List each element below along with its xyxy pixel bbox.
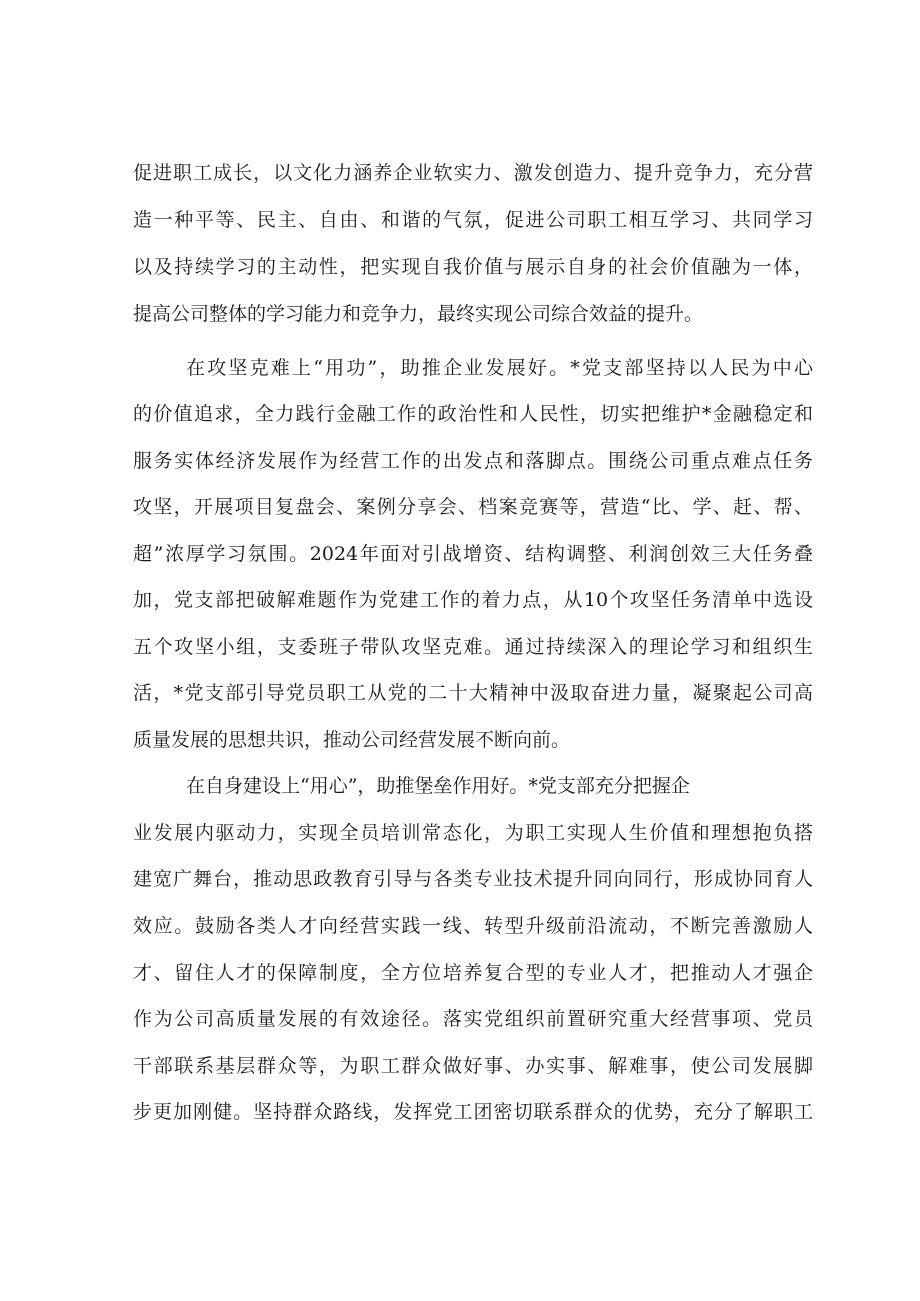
paragraph-3-line-6: 作为公司高质量发展的有效途径。落实党组织前置研究重大经营事项、党员 (133, 1008, 813, 1030)
paragraph-1-line-2: 造一种平等、民主、自由、和谐的气氛，促进公司职工相互学习、共同学习 (133, 209, 813, 231)
paragraph-2-line-5: 超”浓厚学习氛围。2024年面对引战增资、结构调整、利润创效三大任务叠 (133, 543, 813, 565)
paragraph-3-line-3: 建宽广舞台，推动思政教育引导与各类专业技术提升同向同行，形成协同育人 (133, 868, 813, 890)
paragraph-2-line-3: 服务实体经济发展作为经营工作的出发点和落脚点。围绕公司重点难点任务 (133, 450, 813, 472)
paragraph-3-line-4: 效应。鼓励各类人才向经营实践一线、转型升级前沿流动，不断完善激励人 (133, 915, 813, 937)
paragraph-1-line-3: 以及持续学习的主动性，把实现自我价值与展示自身的社会价值融为一体， (133, 256, 813, 278)
paragraph-3-line-7: 干部联系基层群众等，为职工群众做好事、办实事、解难事，使公司发展脚 (133, 1055, 813, 1077)
paragraph-2-line-8: 活，*党支部引导党员职工从党的二十大精神中汲取奋进力量，凝聚起公司高 (133, 682, 813, 704)
paragraph-2-line-4: 攻坚，开展项目复盘会、案例分享会、档案竞赛等，营造“比、学、赶、帮、 (133, 496, 813, 518)
paragraph-1-line-1: 促进职工成长，以文化力涵养企业软实力、激发创造力、提升竞争力，充分营 (133, 162, 813, 184)
paragraph-1-line-4: 提高公司整体的学习能力和竞争力，最终实现公司综合效益的提升。 (133, 303, 704, 325)
paragraph-2-line-9: 质量发展的思想共识，推动公司经营发展不断向前。 (133, 729, 571, 751)
paragraph-2-line-7: 五个攻坚小组，支委班子带队攻坚克难。通过持续深入的理论学习和组织生 (133, 636, 813, 658)
paragraph-3-line-2: 业发展内驱动力，实现全员培训常态化，为职工实现人生价值和理想抱负搭 (133, 822, 813, 844)
paragraph-2-line-6: 加，党支部把破解难题作为党建工作的着力点，从10个攻坚任务清单中选设 (133, 589, 813, 611)
paragraph-2-line-2: 的价值追求，全力践行金融工作的政治性和人民性，切实把维护*金融稳定和 (133, 403, 813, 425)
paragraph-3-line-8: 步更加刚健。坚持群众路线，发挥党工团密切联系群众的优势，充分了解职工 (133, 1101, 813, 1123)
paragraph-3-line-1: 在自身建设上“用心”，助推堡垒作用好。*党支部充分把握企 (186, 775, 690, 797)
paragraph-3-line-5: 才、留住人才的保障制度，全方位培养复合型的专业人才，把推动人才强企 (133, 962, 813, 984)
paragraph-2-line-1: 在攻坚克难上“用功”，助推企业发展好。*党支部坚持以人民为中心 (186, 357, 813, 379)
